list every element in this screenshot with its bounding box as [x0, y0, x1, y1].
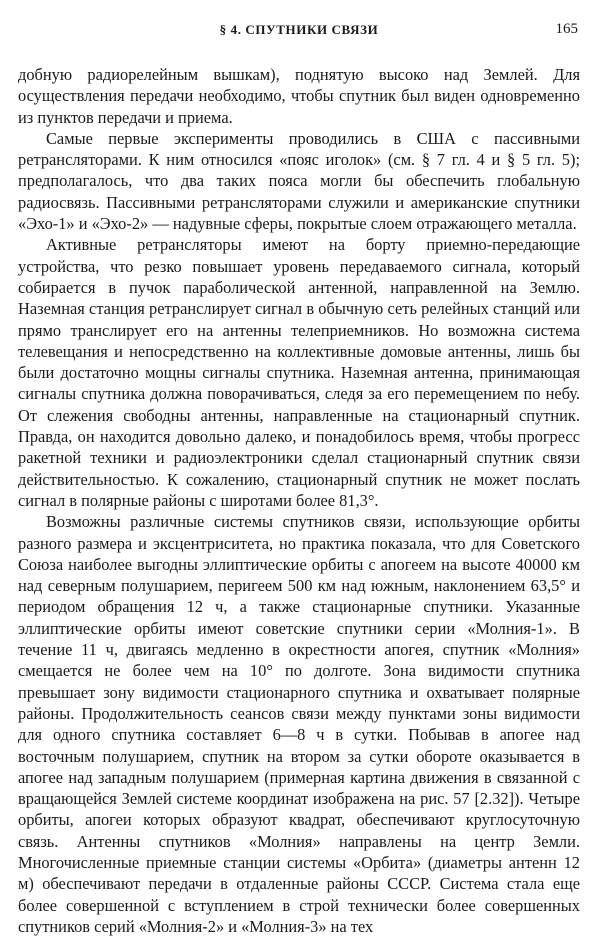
paragraph-orbit-systems: Возможны различные системы спутников связи, использующие орбиты разного размера и эксцентриситета, но практика показала, что для Советского Союза наиболее выгодны эллиптические орбиты с апогеем на высоте 40000 км над северным полушарием, перигеем 500 км над южным, наклонением 63,5° и периодом обращения 12 ч, а также стационарные спутники. Указанные эллиптические орбиты имеют советские спутники серии «Молния-1». В течение 11 ч, двигаясь медленно в окрестности апогея, спутник «Молния» смещается не более чем на 10° по долготе. Зона видимости спутника превышает зону видимости стационарного спутника и охватывает полярные районы. Продолжительность сеансов связи между пунктами зоны видимости для одного спутника составляет 6—8 ч в сутки. Побывав в апогее над восточным полушарием, спутник на втором за сутки обороте оказывается в апогее над западным полушарием (примерная картина движения в связанной с вращающейся Землей системе координат изображена на рис. 57 [2.32]). Четыре орбиты, апогеи которых образуют квадрат, обеспечивают круглосуточную связь. Антенны спутников «Молния» направлены на центр Земли. Многочисленные приемные станции системы «Орбита» (диаметры антенн 12 м) обеспечивают передачи в отдаленные районы СССР. Система стала еще более совершенной с вступлением в строй технически более совершенных спутников серий «Молния-2» и «Молния-3» на тех	[18, 512, 580, 936]
paragraph-continuation: добную радиорелейным вышкам), поднятую высоко над Землей. Для осуществления передачи необходимо, чтобы спутник был виден одновременно из пунктов передачи и приема.	[18, 65, 580, 127]
section-title: § 4. СПУТНИКИ СВЯЗИ	[219, 22, 379, 37]
running-head	[18, 0, 580, 44]
page-number: 165	[555, 21, 578, 37]
paragraph-passive-relays: Самые первые эксперименты проводились в США с пассивными ретрансляторами. К ним относился «пояс иголок» (см. § 7 гл. 4 и § 5 гл. 5); предполагалось, что два таких пояса могли бы обеспечить глобальную радиосвязь. Пассивными ретрансляторами служили и американские спутники «Эхо-1» и «Эхо-2» — надувные сферы, покрытые слоем отражающего металла.	[18, 128, 580, 234]
body-text	[18, 64, 580, 937]
book-page	[18, 0, 580, 952]
paragraph-active-relays: Активные ретрансляторы имеют на борту приемно-передающие устройства, что резко повышает уровень передаваемого сигнала, который собирается в пучок параболической антенной, направленной на Землю. Наземная станция ретранслирует сигнал в обычную сеть релейных станций или прямо транслирует его на антенны телеприемников. Но возможна система телевещания и непосредственно на коллективные домовые антенны, лишь бы были достаточно мощны сигналы спутника. Наземная антенна, принимающая сигналы спутника должна поворачиваться, следя за его перемещением по небу. От слежения свободны антенны, направленные на стационарный спутник. Правда, он находится довольно далеко, и понадобилось время, чтобы прогресс ракетной техники и радиоэлектроники сделал стационарный спутник связи действительностью. К сожалению, стационарный спутник не может послать сигнал в полярные районы с широтами более 81,3°.	[18, 235, 580, 510]
